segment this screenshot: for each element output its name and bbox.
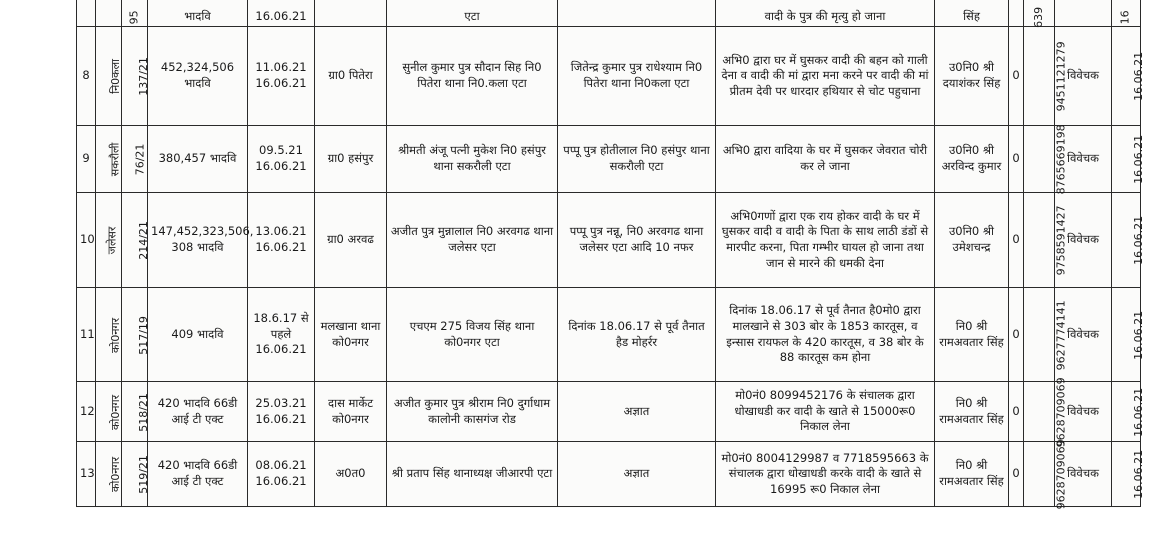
description-cell: अभि0गणों द्वारा एक राय होकर वादी के घर में घुसकर वादी व वादी के पिता के साथ लाठी डंडों से मारपीट करना, पिता गम्भीर घायल हो जाना तथा जान से मारने की धमकी देना xyxy=(716,193,935,288)
incident-date: 25.03.21 xyxy=(255,395,307,410)
table-row xyxy=(77,442,1141,507)
crime-number: 519/21 xyxy=(136,455,150,494)
report-date: 16.06.21 xyxy=(255,342,307,357)
table-row xyxy=(77,27,1141,126)
header-cell: 16.06.21 xyxy=(248,0,315,27)
accused-cell: जितेन्द्र कुमार पुत्र राधेश्याम नि0 पितेरा थाना नि0कला एटा xyxy=(558,27,716,126)
date-cell: 16.06.21 xyxy=(1132,52,1146,101)
investigating-officer: उ0नि0 श्री अरविन्द कुमार xyxy=(935,126,1009,193)
thana-name: को0नगर xyxy=(109,317,123,353)
table-row xyxy=(77,382,1141,442)
header-cell: वादी के पुत्र की मृत्यु हो जाना xyxy=(716,0,935,27)
serial-number: 8 xyxy=(77,27,96,126)
incident-date: 13.06.21 xyxy=(255,224,307,239)
phone-number: 9451121279 xyxy=(1054,41,1068,112)
serial-number: 10 xyxy=(77,193,96,288)
crime-number: 518/21 xyxy=(136,392,150,432)
place-cell: ग्रा0 हसंपुर xyxy=(315,126,387,193)
incident-date: 09.5.21 xyxy=(259,143,303,158)
count-cell: 0 xyxy=(1009,442,1024,507)
description-cell: मो0नं0 8004129987 व 7718595663 के संचालक द्वारा धोखाधडी करके वादी के खाते से 16995 रू0 निकाल लेना xyxy=(716,442,935,507)
header-cell: एटा xyxy=(387,0,558,27)
crime-number: 137/21 xyxy=(136,57,150,96)
header-cell: 639 xyxy=(1031,7,1045,29)
thana-name: को0नगर xyxy=(109,394,123,430)
investigating-officer: नि0 श्री रामअवतार सिंह xyxy=(935,442,1009,507)
accused-cell: दिनांक 18.06.17 से पूर्व तैनात हैड मोहर्रर xyxy=(558,288,716,382)
complainant-cell: अजीत पुत्र मुन्नालाल नि0 अरवगढ थाना जलेसर एटा xyxy=(387,193,558,288)
report-date: 16.06.21 xyxy=(255,240,307,254)
status-cell: विवेचक xyxy=(1055,442,1112,507)
dates-cell xyxy=(248,382,315,442)
header-cell: 16 xyxy=(1118,10,1132,25)
complainant-cell: एचएम 275 विजय सिंह थाना को0नगर एटा xyxy=(387,288,558,382)
description-cell: मो0नं0 8099452176 के संचालक द्वारा धोखाधडी कर वादी के खाते से 15000रू0 निकाल लेना xyxy=(716,382,935,442)
status-cell: विवेचक xyxy=(1055,126,1112,193)
thana-name: जलेसर xyxy=(105,226,119,255)
incident-date: 08.06.21 xyxy=(255,458,307,473)
accused-cell: अज्ञात xyxy=(558,442,716,507)
crime-number: 214/21 xyxy=(136,221,150,260)
count-cell: 0 xyxy=(1009,193,1024,288)
date-cell: 16.06.21 xyxy=(1132,135,1146,184)
incident-date: 18.6.17 से पहले xyxy=(253,311,309,341)
phone-number: 9627774141 xyxy=(1054,300,1068,370)
serial-number: 11 xyxy=(77,288,96,382)
count-cell: 0 xyxy=(1009,126,1024,193)
serial-number: 9 xyxy=(77,126,96,193)
report-date: 16.06.21 xyxy=(255,411,307,426)
header-cell: 95 xyxy=(127,10,141,25)
incident-date: 11.06.21 xyxy=(255,60,307,75)
header-cell: भादवि xyxy=(148,0,248,27)
status-cell: विवेचक xyxy=(1055,382,1112,442)
place-cell: मलखाना थाना को0नगर xyxy=(315,288,387,382)
table-row xyxy=(77,193,1141,288)
crime-number: 76/21 xyxy=(133,143,147,176)
phone-number: 9628709069 xyxy=(1054,377,1068,447)
phone-number: 9758591427 xyxy=(1054,205,1068,276)
serial-number: 13 xyxy=(77,442,96,507)
count-cell: 0 xyxy=(1009,288,1024,382)
description-cell: अभि0 द्वारा वादिया के घर में घुसकर जेवरात चोरी कर ले जाना xyxy=(716,126,935,193)
dates-cell xyxy=(248,126,315,193)
status-cell: विवेचक xyxy=(1055,193,1112,288)
description-cell: अभि0 द्वारा घर में घुसकर वादी की बहन को गाली देना व वादी की मां द्वारा मना करने पर वादी की मां प्रीतम देवी पर धारदार हथियार से चोट पहुचाना xyxy=(716,27,935,126)
count-cell: 0 xyxy=(1009,27,1024,126)
thana-name: को0नगर xyxy=(109,456,123,493)
investigating-officer: नि0 श्री रामअवतार सिंह xyxy=(935,382,1009,442)
phone-number: 9628709069 xyxy=(1054,439,1068,510)
dates-cell xyxy=(248,27,315,126)
complainant-cell: सुनील कुमार पुत्र सौदान सिह नि0 पितेरा थाना नि0.कला एटा xyxy=(387,27,558,126)
serial-number: 12 xyxy=(77,382,96,442)
phone-number: 8765669198 xyxy=(1054,124,1068,195)
report-date: 16.06.21 xyxy=(255,76,307,90)
complainant-cell: श्रीमती अंजू पत्नी मुकेश नि0 हसंपुर थाना सकरौली एटा xyxy=(387,126,558,193)
dates-cell xyxy=(248,193,315,288)
place-cell: दास मार्केट को0नगर xyxy=(315,382,387,442)
complainant-cell: श्री प्रताप सिंह थानाध्यक्ष जीआरपी एटा xyxy=(387,442,558,507)
investigating-officer: नि0 श्री रामअवतार सिंह xyxy=(935,288,1009,382)
status-cell: विवेचक xyxy=(1055,27,1112,126)
date-cell: 16.06.21 xyxy=(1132,450,1146,499)
table-row xyxy=(77,126,1141,193)
sections-cell: 147,452,323,506, 308 भादवि xyxy=(148,193,248,288)
header-cell: सिंह xyxy=(935,0,1009,27)
sections-cell: 380,457 भादवि xyxy=(148,126,248,193)
report-date: 16.06.21 xyxy=(255,474,307,488)
dates-cell xyxy=(248,288,315,382)
investigating-officer: उ0नि0 श्री उमेशचन्द्र xyxy=(935,193,1009,288)
place-cell: अ0त0 xyxy=(315,442,387,507)
place-cell: ग्रा0 पितेरा xyxy=(315,27,387,126)
dates-cell xyxy=(248,442,315,507)
date-cell: 16.06.21 xyxy=(1132,310,1146,360)
accused-cell: पप्पू पुत्र नन्नू, नि0 अरवगढ थाना जलेसर एटा आदि 10 नफर xyxy=(558,193,716,288)
crime-number: 517/19 xyxy=(136,315,150,355)
accused-cell: अज्ञात xyxy=(558,382,716,442)
table-row xyxy=(77,288,1141,382)
thana-name: नि0कला xyxy=(108,59,122,94)
status-cell: विवेचक xyxy=(1055,288,1112,382)
thana-name: सकरौली xyxy=(108,142,122,177)
investigating-officer: उ0नि0 श्री दयाशंकर सिंह xyxy=(935,27,1009,126)
sections-cell: 420 भादवि 66डी आई टी एक्ट xyxy=(148,442,248,507)
date-cell: 16.06.21 xyxy=(1132,387,1146,437)
crime-register-table xyxy=(76,0,1146,510)
sections-cell: 409 भादवि xyxy=(148,288,248,382)
sections-cell: 452,324,506 भादवि xyxy=(148,27,248,126)
complainant-cell: अजीत कुमार पुत्र श्रीराम नि0 दुर्गाधाम कालोनी कासगंज रोड xyxy=(387,382,558,442)
accused-cell: पप्पू पुत्र होतीलाल नि0 हसंपुर थाना सकरौली एटा xyxy=(558,126,716,193)
document-page xyxy=(76,0,1146,510)
place-cell: ग्रा0 अरवढ xyxy=(315,193,387,288)
sections-cell: 420 भादवि 66डी आई टी एक्ट xyxy=(148,382,248,442)
count-cell: 0 xyxy=(1009,382,1024,442)
description-cell: दिनांक 18.06.17 से पूर्व तैनात है0मो0 द्वारा मालखाने से 303 बोर के 1853 कारतूस, व इन्सास रायफल के 420 कारतूस, व 38 बोर के 88 कारतूस कम होना xyxy=(716,288,935,382)
date-cell: 16.06.21 xyxy=(1132,216,1146,265)
header-row xyxy=(77,0,1141,27)
report-date: 16.06.21 xyxy=(255,159,307,173)
